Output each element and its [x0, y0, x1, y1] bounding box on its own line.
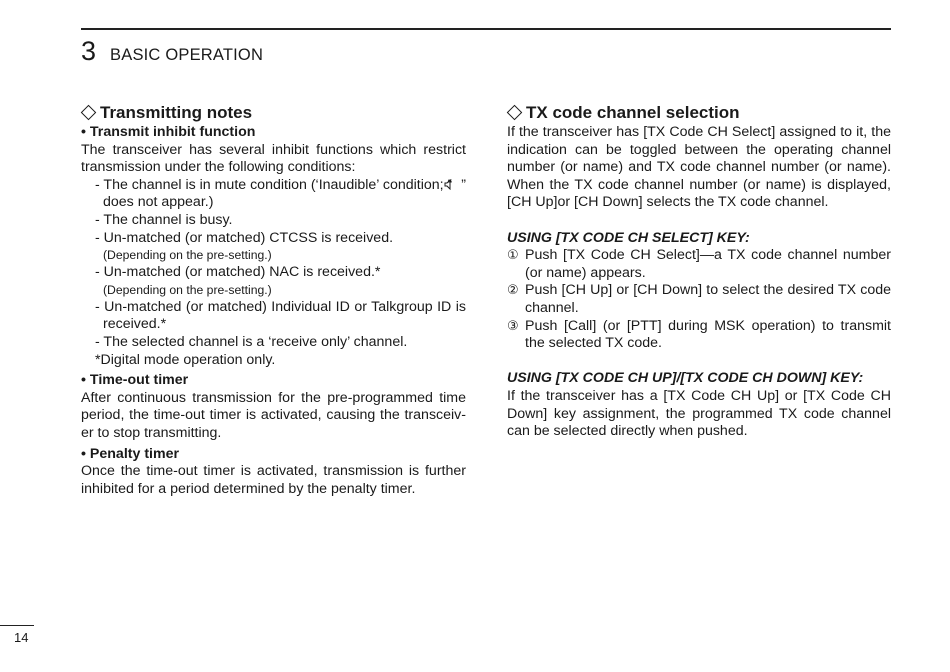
cond3-text: - Un-matched (or matched) CTCSS is received.: [95, 229, 394, 246]
cond1-a: - The channel is in mute condition (‘Inaudible’ condition; “: [95, 176, 453, 193]
section-heading-tx-code: [507, 102, 891, 124]
list-item: - The channel is busy.: [95, 211, 233, 228]
step-number: ②: [507, 283, 519, 299]
list-item: [95, 177, 466, 212]
list-item: [95, 264, 466, 299]
section-heading-text: TX code channel selection: [526, 103, 740, 122]
inhibit-conditions: [81, 177, 466, 352]
step-text: Push [CH Up] or [CH Down] to select the desired TX code channel.: [525, 282, 891, 316]
page-number: 14: [14, 630, 29, 645]
cond1-b: ” does not appear.): [103, 176, 466, 211]
step-text: Push [Call] (or [PTT] during MSK operation) to transmit the selected TX code.: [525, 317, 891, 352]
list-item: [507, 247, 891, 282]
updown-text: If the transceiver has a [TX Code CH Up] or [TX Code CH Down] key assignment, the programmed TX code channel can be selected directly when pushed.: [507, 387, 891, 440]
tx-code-intro: If the transceiver has [TX Code CH Select] assigned to it, the indication can be toggled between the operating channel number (or name) and TX code channel number (or name). When the TX code channel number (or name) is displayed, [CH Up]or [CH Down] selects the TX code channel.: [507, 124, 891, 211]
header-rule: [81, 28, 891, 30]
cond4-text: - Un-matched (or matched) NAC is received.*: [95, 264, 381, 281]
list-item: - The selected channel is a ‘receive only’ channel.: [95, 333, 408, 350]
timeout-text: After continuous transmission for the pre-programmed time period, the time-out timer is activated, causing the transceiv-er to stop transmitting.: [81, 389, 466, 441]
speaker-icon: [452, 178, 461, 189]
using-select-heading: USING [TX CODE CH SELECT] KEY:: [507, 229, 750, 246]
step-text: Push [TX Code CH Select]—a TX code channel number (or name) appears.: [525, 247, 891, 281]
section-heading-text: Transmitting notes: [100, 103, 253, 122]
cond3-note: (Depending on the pre-setting.): [103, 248, 272, 263]
penalty-text: Once the time-out timer is activated, transmission is further inhibited for a period determined by the penalty timer.: [81, 463, 466, 497]
chapter-number: 3: [81, 36, 97, 66]
page-number-rule: [0, 625, 34, 626]
cond4-note: (Depending on the pre-setting.): [103, 282, 272, 297]
diamond-bullet-icon: [81, 104, 97, 120]
chapter-header: [81, 38, 263, 65]
list-item: [507, 318, 891, 353]
list-item: [507, 282, 891, 317]
select-steps: [507, 247, 891, 353]
section-heading-transmitting-notes: [81, 102, 466, 124]
inhibit-intro: The transceiver has several inhibit functions which restrict transmission under the following conditions:: [81, 141, 466, 176]
diamond-bullet-icon: [507, 104, 523, 120]
timeout-title: • Time-out timer: [81, 372, 189, 389]
right-column: [507, 102, 891, 441]
step-number: ③: [507, 318, 519, 334]
list-item: [95, 230, 466, 265]
chapter-title: BASIC OPERATION: [110, 46, 264, 64]
list-item: - Un-matched (or matched) Individual ID or Talkgroup ID is received.*: [95, 298, 466, 333]
penalty-title: • Penalty timer: [81, 445, 180, 462]
using-updown-heading: USING [TX CODE CH UP]/[TX CODE CH DOWN] KEY:: [507, 370, 864, 387]
step-number: ①: [507, 248, 519, 264]
left-column: [81, 102, 466, 498]
digital-mode-note: *Digital mode operation only.: [95, 351, 276, 368]
inhibit-title: • Transmit inhibit function: [81, 124, 256, 140]
